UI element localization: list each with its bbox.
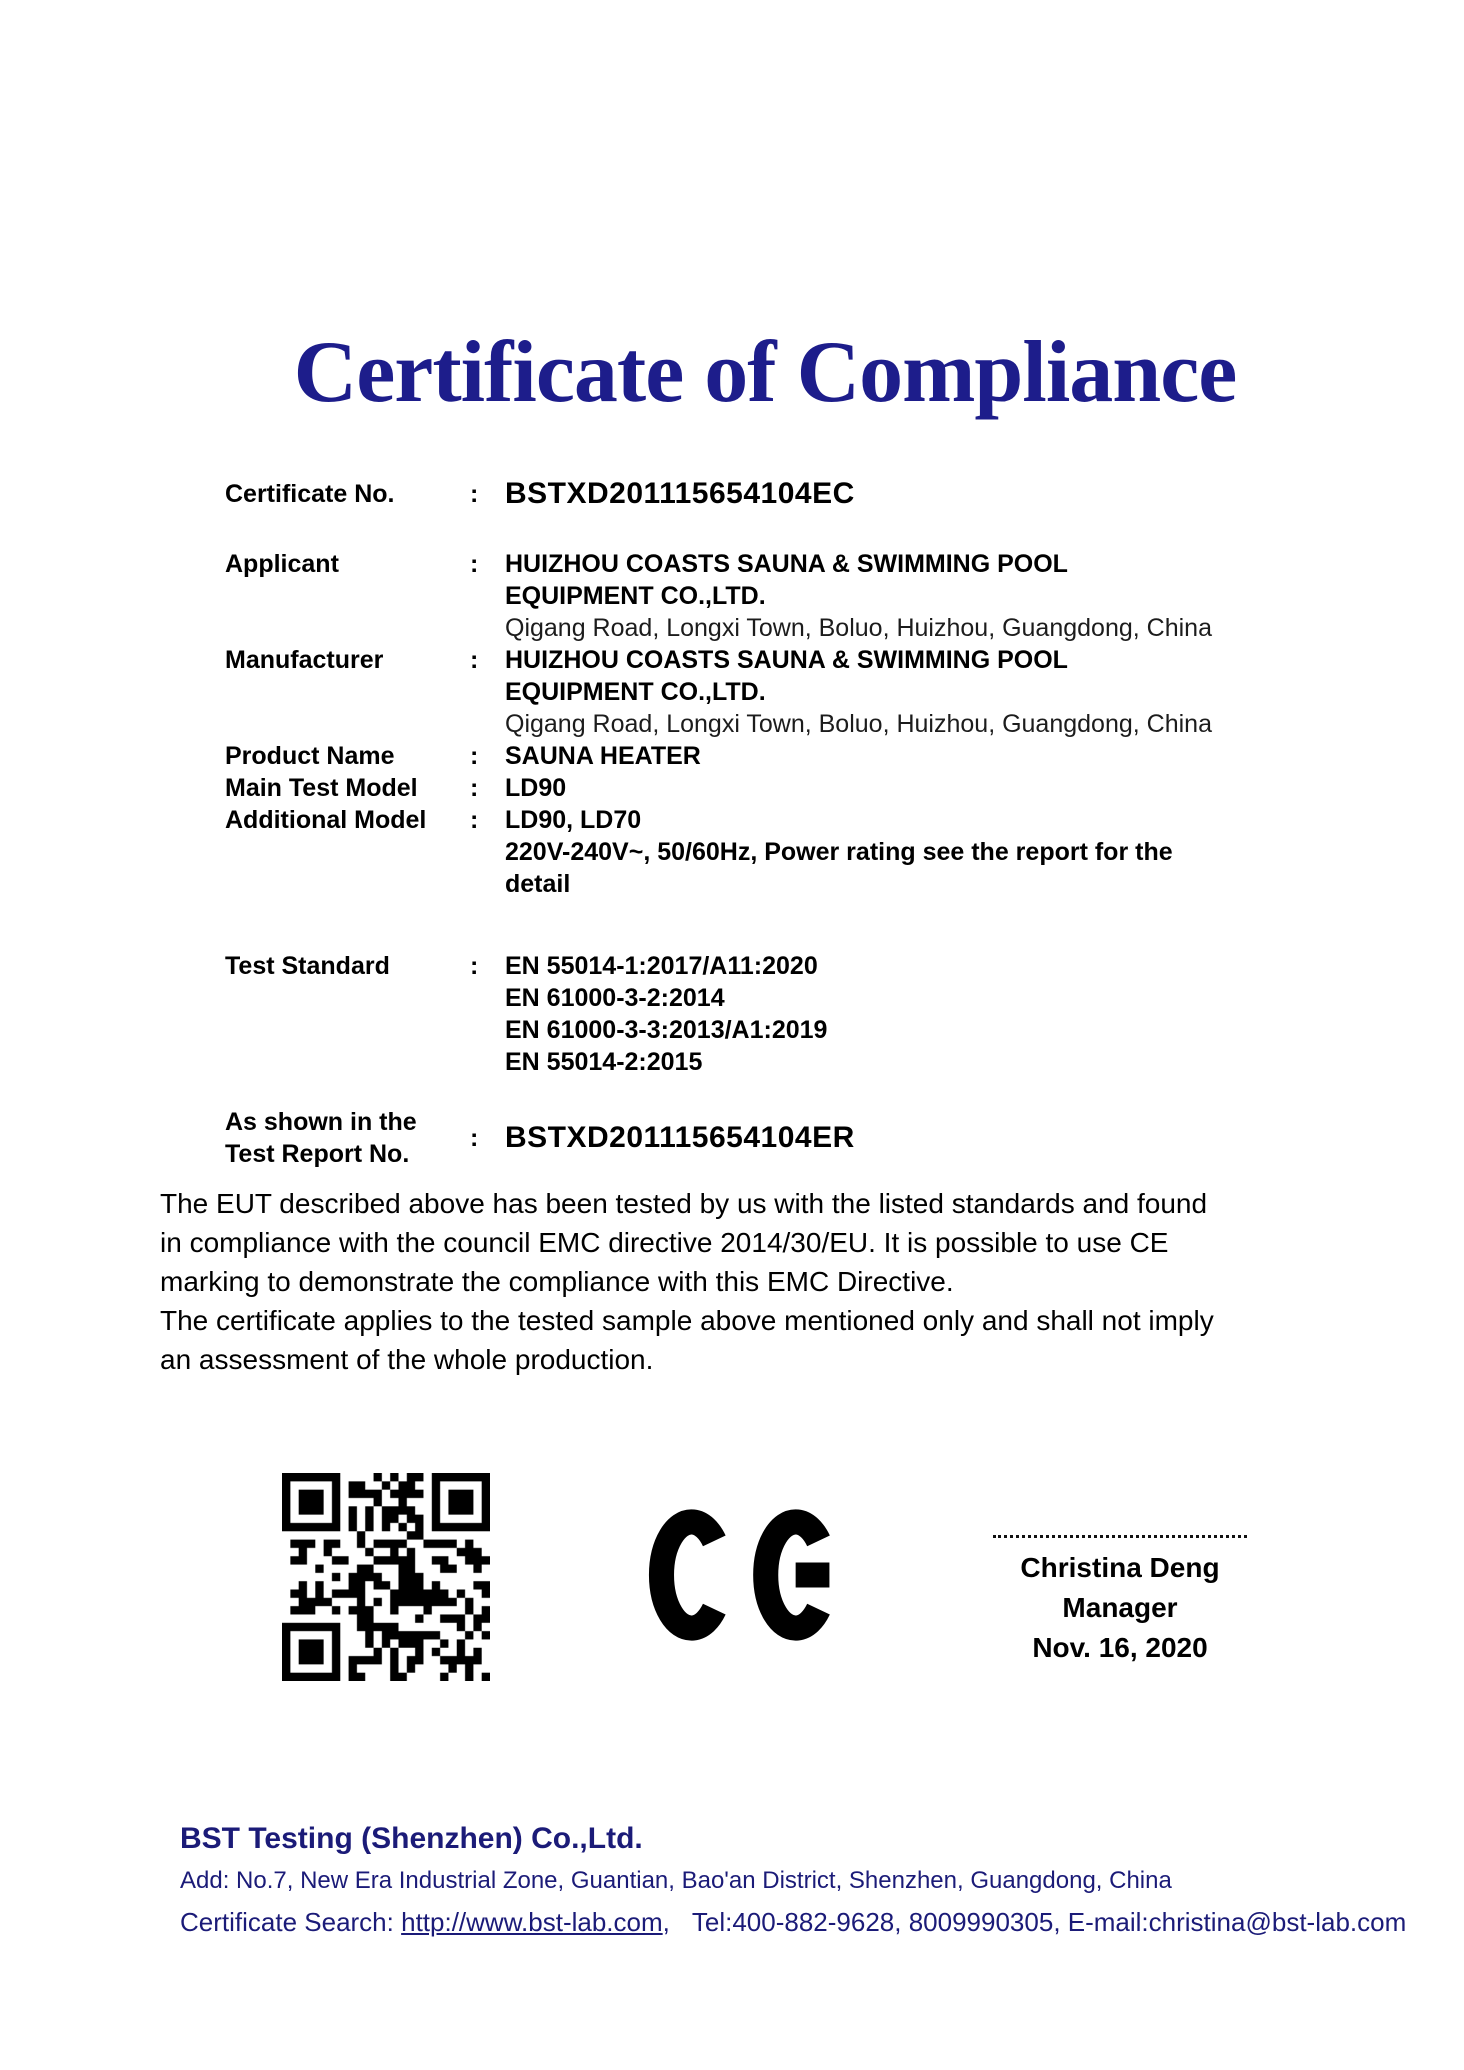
product-name-value: SAUNA HEATER (505, 742, 701, 770)
ce-mark-icon (648, 1506, 841, 1644)
declaration-line: an assessment of the whole production. (160, 1344, 654, 1375)
field-product-name (225, 740, 1305, 772)
manufacturer-name-line2: EQUIPMENT CO.,LTD. (505, 678, 766, 706)
colon: : (470, 742, 479, 770)
applicant-address: Qigang Road, Longxi Town, Boluo, Huizhou, Guangdong, China (505, 614, 1212, 642)
declaration-line: in compliance with the council EMC directive 2014/30/EU. It is possible to use CE (160, 1227, 1169, 1258)
test-report-label-line2: Test Report No. (225, 1140, 410, 1168)
certificate-no-label: Certificate No. (225, 480, 395, 508)
colon: : (470, 646, 479, 674)
applicant-value (505, 548, 1305, 644)
test-report-value: BSTXD201115654104ER (505, 1121, 855, 1154)
signature-date: Nov. 16, 2020 (1032, 1632, 1208, 1663)
main-test-model-label: Main Test Model (225, 774, 418, 802)
declaration-line: marking to demonstrate the compliance with this EMC Directive. (160, 1266, 954, 1297)
test-standard-item: EN 61000-3-3:2013/A1:2019 (505, 1016, 828, 1044)
additional-model-rating-line2: detail (505, 870, 571, 898)
manufacturer-value (505, 644, 1305, 740)
applicant-name-line2: EQUIPMENT CO.,LTD. (505, 582, 766, 610)
test-report-label-line1: As shown in the (225, 1108, 417, 1136)
colon: : (470, 480, 479, 508)
manufacturer-name-line1: HUIZHOU COASTS SAUNA & SWIMMING POOL (505, 646, 1068, 674)
page-title: Certificate of Compliance (293, 324, 1237, 421)
field-additional-model (225, 804, 1305, 900)
declaration-line: The EUT described above has been tested by us with the listed standards and found (160, 1188, 1208, 1219)
signer-role: Manager (1062, 1592, 1178, 1623)
declaration-paragraph (160, 1184, 1380, 1379)
manufacturer-address: Qigang Road, Longxi Town, Boluo, Huizhou, Guangdong, China (505, 710, 1212, 738)
test-report-label (225, 1106, 470, 1170)
field-certificate-no (225, 478, 1305, 510)
colon: : (470, 806, 479, 834)
test-standard-label: Test Standard (225, 952, 390, 980)
manufacturer-label: Manufacturer (225, 646, 384, 674)
colon: : (470, 550, 479, 578)
product-name-label: Product Name (225, 742, 395, 770)
lab-address: Add: No.7, New Era Industrial Zone, Guantian, Bao'an District, Shenzhen, Guangdong, China (180, 1867, 1172, 1894)
signature-dotted-line (993, 1535, 1247, 1538)
colon: : (470, 1124, 479, 1152)
field-test-report (225, 1106, 1305, 1170)
test-standard-value (505, 950, 1305, 1078)
search-comma: , (662, 1907, 670, 1937)
test-standard-item: EN 61000-3-2:2014 (505, 984, 725, 1012)
applicant-label: Applicant (225, 550, 339, 578)
test-standard-item: EN 55014-2:2015 (505, 1048, 703, 1076)
colon: : (470, 952, 479, 980)
applicant-name-line1: HUIZHOU COASTS SAUNA & SWIMMING POOL (505, 550, 1068, 578)
additional-model-value (505, 804, 1305, 900)
field-manufacturer (225, 644, 1305, 740)
field-test-standard (225, 950, 1305, 1078)
signer-name: Christina Deng (1020, 1552, 1220, 1583)
certificate-search-url[interactable]: http://www.bst-lab.com (401, 1907, 663, 1937)
additional-model-models: LD90, LD70 (505, 806, 642, 834)
contact-info: Tel:400-882-9628, 8009990305, E-mail:christina@bst-lab.com (691, 1907, 1407, 1937)
footer (180, 1820, 1406, 1938)
colon: : (470, 774, 479, 802)
additional-model-label: Additional Model (225, 806, 427, 834)
additional-model-rating-line1: 220V-240V~, 50/60Hz, Power rating see the report for the (505, 838, 1173, 866)
certificate-no-value: BSTXD201115654104EC (505, 477, 855, 510)
certificate-search-label: Certificate Search: (180, 1907, 394, 1937)
field-main-test-model (225, 772, 1305, 804)
lab-company-name: BST Testing (Shenzhen) Co.,Ltd. (180, 1822, 643, 1855)
field-applicant (225, 548, 1305, 644)
main-test-model-value: LD90 (505, 774, 567, 802)
certificate-search-line (180, 1906, 1406, 1938)
certificate-fields (225, 478, 1305, 1170)
declaration-line: The certificate applies to the tested sample above mentioned only and shall not imply (160, 1305, 1214, 1336)
test-standard-item: EN 55014-1:2017/A11:2020 (505, 952, 818, 980)
signature-block (950, 1535, 1290, 1668)
qr-code (282, 1473, 490, 1681)
